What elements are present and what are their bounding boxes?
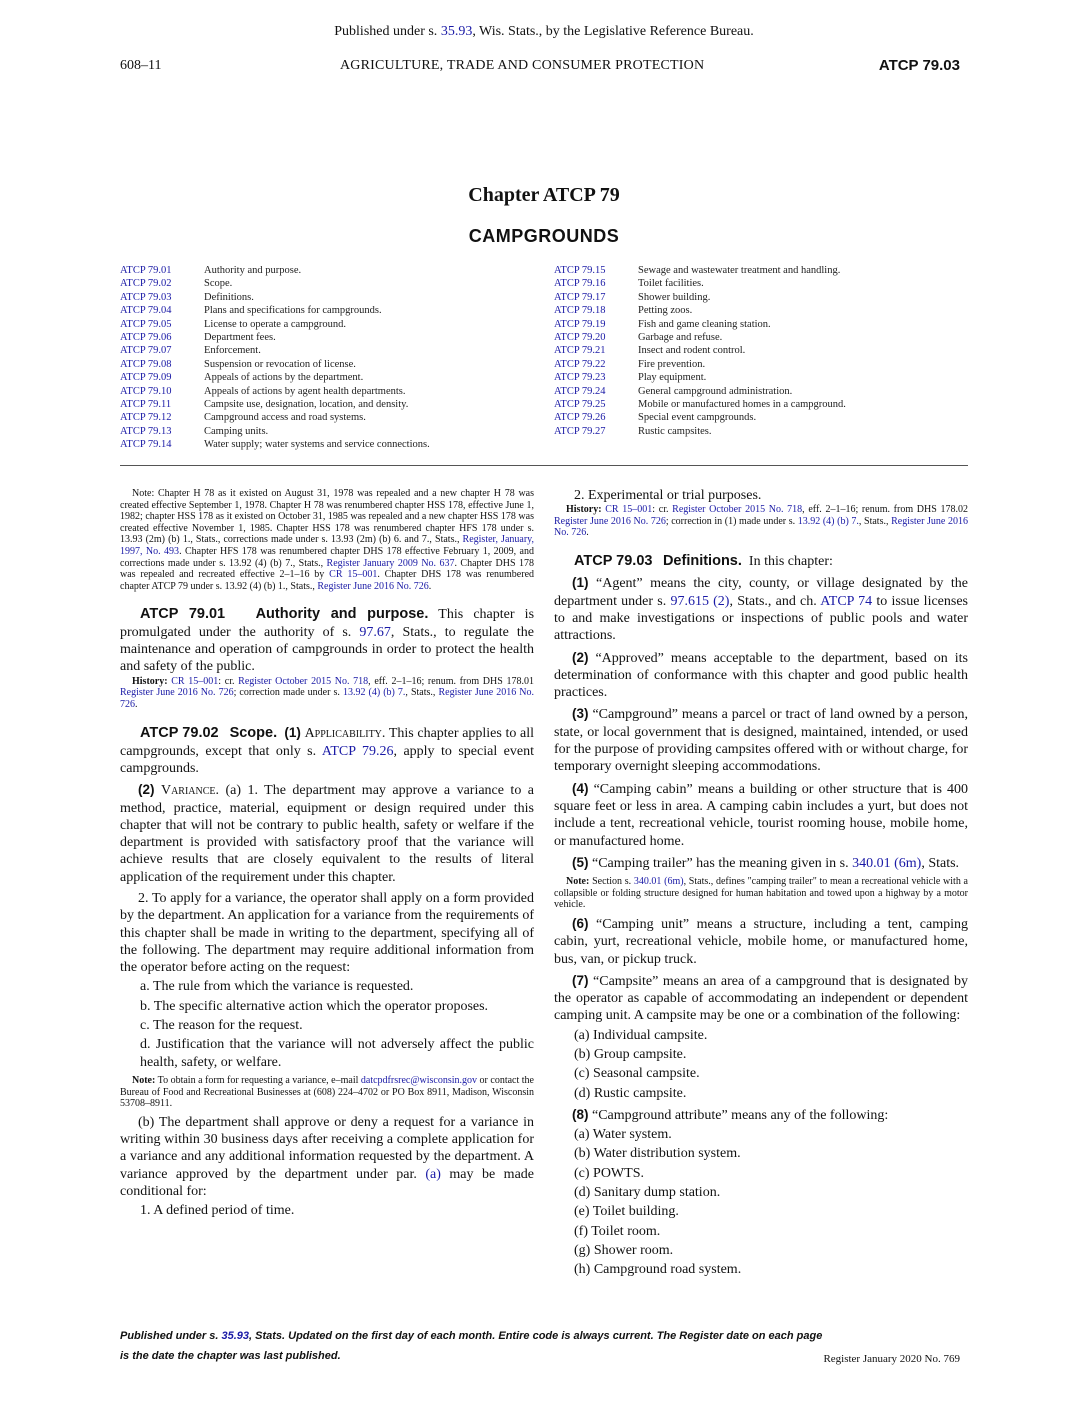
section-number: ATCP 79.03 — [574, 553, 653, 570]
definition-6 — [554, 915, 968, 968]
toc-item[interactable] — [120, 291, 430, 304]
definition-text: “Camping trailer” has the meaning given in s. — [592, 855, 853, 871]
toc-item[interactable] — [120, 371, 430, 384]
toc-item[interactable] — [554, 385, 846, 398]
left-column — [120, 488, 534, 1220]
toc-section-title: Play equipment. — [638, 372, 707, 384]
section-number: ATCP 79.01 — [140, 606, 226, 623]
subsection-number: (6) — [572, 915, 589, 931]
note-text: . Chapter DHS 178 was renumbered chapter ATCP 79 under s. 13.92 (4) (b) 1., Stats., — [120, 569, 535, 592]
history-text: ; correction in (1) made under s. — [665, 515, 798, 527]
toc-item[interactable] — [554, 411, 846, 424]
subsection-heading: Variance. — [160, 783, 220, 799]
definition-text: “Approved” means acceptable to the department, based on its determination of conformance with this chapter and good public health practices. — [554, 650, 969, 701]
toc-section-link[interactable]: ATCP 79.27 — [554, 425, 606, 437]
toc-item[interactable] — [120, 304, 430, 317]
toc-section-link[interactable]: ATCP 79.05 — [120, 318, 172, 330]
subsection-number: (2) — [138, 782, 155, 798]
statute-link[interactable]: 340.01 (6m) — [633, 876, 684, 888]
note-text: Section s. — [592, 876, 634, 888]
section-text: may be made conditional for: — [120, 1166, 534, 1199]
history-text: : cr. — [218, 675, 239, 687]
toc-section-link[interactable]: ATCP 79.04 — [120, 305, 172, 317]
list-item: (h) Campground road system. — [574, 1262, 742, 1278]
section-title: Scope. — [229, 725, 278, 742]
toc-section-title: Fire prevention. — [638, 358, 706, 370]
toc-section-link[interactable]: ATCP 79.06 — [120, 332, 172, 344]
variance-para-b — [120, 1114, 534, 1200]
chapter-title: Chapter ATCP 79 — [468, 184, 620, 206]
history-label: History: — [132, 675, 168, 687]
toc-section-link[interactable]: ATCP 79.26 — [554, 412, 606, 424]
definition-2 — [554, 649, 968, 702]
footer-line-2: is the date the chapter was last published. — [120, 1350, 341, 1362]
definition-text: to issue licenses to and make investigations or inspections of public pools and water attractions. — [554, 593, 969, 644]
toc-item[interactable] — [554, 331, 846, 344]
toc-section-link[interactable]: ATCP 79.18 — [554, 305, 606, 317]
toc-item[interactable] — [554, 344, 846, 357]
rule-link[interactable]: ATCP 79.26 — [321, 743, 394, 759]
chapter-link[interactable]: ATCP 74 — [820, 593, 873, 609]
toc-section-link[interactable]: ATCP 79.09 — [120, 372, 172, 384]
toc-section-title: Petting zoos. — [638, 305, 693, 317]
list-item: (d) Rustic campsite. — [574, 1085, 687, 1101]
toc-item[interactable] — [120, 344, 430, 357]
toc-section-title: Scope. — [204, 278, 233, 290]
toc-section-title: Plans and specifications for campgrounds. — [204, 305, 382, 317]
toc-section-title: Campsite use, designation, location, and density. — [204, 399, 409, 411]
footer-text: , Stats. Updated on the first day of each month. Entire code is always current. The Register date on each page — [249, 1330, 823, 1342]
cr-link[interactable]: CR 15–001 — [171, 675, 219, 687]
toc-right — [554, 264, 846, 438]
running-title: AGRICULTURE, TRADE AND CONSUMER PROTECTION — [340, 58, 705, 73]
note-label: Note: — [566, 876, 590, 888]
toc-section-link[interactable]: ATCP 79.17 — [554, 291, 606, 303]
toc-item[interactable] — [120, 385, 430, 398]
history-note — [554, 504, 968, 539]
variance-para-2: 2. To apply for a variance, the operator shall apply on a form provided by the department. An application for a variance from the requirements of this chapter shall be made in writing to the department, specifying all of the following. The department may require additional information from the operator before acting on the request: — [120, 890, 534, 976]
statute-link[interactable]: 13.92 (4) (b) 7. — [342, 687, 406, 699]
toc-section-link[interactable]: ATCP 79.03 — [120, 291, 172, 303]
toc-section-title: Campground access and road systems. — [204, 412, 366, 424]
history-text: , Stats., — [858, 515, 892, 527]
note-text: or contact the Bureau of Food and Recreational Businesses at (608) 224–4702 or PO Box 8911, Madison, Wisconsin 53708–8911. — [120, 1074, 534, 1110]
email-link[interactable]: datcpdfrsrec@wisconsin.gov — [360, 1074, 478, 1086]
toc-item[interactable] — [120, 277, 430, 290]
toc-section-title: Water supply; water systems and service connections. — [204, 439, 430, 451]
variance-note — [120, 1075, 534, 1110]
toc-item[interactable] — [554, 304, 846, 317]
toc-item[interactable] — [554, 398, 846, 411]
subsection-number: (1) — [284, 725, 301, 741]
note-text: . Chapter HFS 178 was renumbered chapter DHS 178 effective February 1, 2009, and corrections made under s. 13.92 (4) (b) 7., Stats., — [120, 545, 535, 569]
chapter-note — [120, 488, 534, 592]
register-date: Register January 2020 No. 769 — [823, 1353, 960, 1365]
list-item: (g) Shower room. — [574, 1242, 674, 1258]
variance-items — [120, 978, 534, 1070]
statute-link[interactable]: 35.93 — [440, 24, 473, 39]
section-79-01 — [120, 606, 534, 675]
publication-banner — [0, 24, 1088, 40]
toc-item[interactable] — [120, 264, 430, 277]
toc-section-link[interactable]: ATCP 79.20 — [554, 332, 606, 344]
list-item: (e) Toilet building. — [574, 1204, 679, 1220]
toc-section-title: Shower building. — [638, 291, 711, 303]
toc-section-title: Fish and game cleaning station. — [638, 318, 771, 330]
banner-text: Published under s. — [334, 24, 441, 39]
toc-section-title: Authority and purpose. — [204, 265, 302, 276]
toc-section-link[interactable]: ATCP 79.23 — [554, 372, 606, 384]
definition-text: “Campground attribute” means any of the following: — [592, 1107, 889, 1123]
toc-item[interactable] — [554, 358, 846, 371]
toc-section-link[interactable]: ATCP 79.25 — [554, 399, 606, 411]
banner-text-end: , Wis. Stats., by the Legislative Reference Bureau. — [472, 24, 754, 39]
footer-text: Published under s. — [120, 1330, 222, 1342]
subsection-number: (3) — [572, 706, 589, 722]
statute-link[interactable]: 97.67 — [359, 624, 391, 640]
toc-section-title: Appeals of actions by agent health departments. — [204, 385, 406, 397]
definition-text: “Agent” means the city, county, or village designated by the department under s. — [554, 576, 968, 609]
section-text: (a) 1. The department may approve a variance to a method, practice, material, equipment or design required under this chapter that will not be contrary to public health, safety or welfare if the department is provided with satisfactory proof that the variance will achieve results that are closely equivalent to the results of literal application of the requirement under this chapter. — [120, 783, 534, 885]
toc-item[interactable] — [120, 318, 430, 331]
section-title: Definitions. — [662, 553, 742, 570]
running-section: ATCP 79.03 — [878, 57, 960, 74]
toc-item[interactable] — [554, 318, 846, 331]
history-note — [120, 676, 534, 711]
cr-link[interactable]: CR 15–001 — [605, 504, 653, 516]
list-item: (d) Sanitary dump station. — [574, 1185, 721, 1201]
definition-5 — [554, 854, 968, 872]
history-text: . — [135, 698, 138, 710]
list-item: (f) Toilet room. — [574, 1223, 661, 1239]
par-link[interactable]: (a) — [425, 1166, 441, 1182]
register-link[interactable]: Register October 2015 No. 718 — [672, 504, 803, 516]
footer-line-1 — [120, 1330, 822, 1342]
note-text: To obtain a form for requesting a variance, e–mail — [157, 1074, 361, 1086]
toc-section-link[interactable]: ATCP 79.14 — [120, 439, 172, 451]
register-link[interactable]: Register, January, 1997, No. 493 — [120, 534, 534, 557]
register-link[interactable]: Register June 2016 No. 726 — [554, 515, 666, 527]
definition-text: , Stats., and ch. — [729, 593, 821, 609]
definition-text: , Stats. — [921, 855, 960, 871]
history-text: , eff. 2–1–16; renum. from DHS 178.02 — [802, 504, 968, 516]
list-item: a. The rule from which the variance is requested. — [140, 979, 414, 995]
toc-item[interactable] — [554, 277, 846, 290]
note-text: . — [428, 580, 432, 592]
register-link[interactable]: Register October 2015 No. 718 — [238, 675, 369, 687]
list-item: 1. A defined period of time. — [140, 1203, 295, 1219]
definition-text: “Camping unit” means a structure, including a tent, camping cabin, yurt, recreational vehicle, mobile home, or manufactured home, bus, van, or pickup truck. — [554, 916, 969, 967]
list-item: c. The reason for the request. — [140, 1018, 303, 1034]
register-link[interactable]: Register June 2016 No. 726 — [317, 580, 429, 592]
section-79-02 — [120, 724, 534, 777]
note-text: , Stats., defines "camping trailer" to mean a recreational vehicle with a collapsible or folding structure designed for human habitation and towed upon a highway by a motor vehicle. — [554, 876, 968, 911]
statute-link[interactable]: 340.01 (6m) — [852, 855, 922, 871]
note-text: . Chapter DHS 178 was repealed and recreated effective 2–1–16 by — [120, 557, 534, 581]
note-text: Chapter H 78 as it existed on August 31, 1978 was repealed and a new chapter H 78 was created effective September 1, 1978. Chapter H 78 was renumbered chapter HSS 178, effective June 1, 1982; chapter HSS 178 as it existed on October 31, 1985 was repealed and a new chapter HSS 178 was created effective November 1, 1985. Chapter HSS 178 was renumbered chapter HFS 178 under s. 13.93 (2m) (b) 1., Stats., corrections made under s. 13.93 (2m) (b) 6. and 7., Stats., — [120, 488, 535, 546]
toc-item[interactable] — [554, 264, 846, 277]
statute-link[interactable]: 13.92 (4) (b) 7. — [797, 515, 859, 527]
section-text: , apply to special event campgrounds. — [120, 743, 534, 776]
list-item: 2. Experimental or trial purposes. — [574, 488, 762, 503]
toc-item[interactable] — [120, 425, 430, 438]
toc-section-title: Toilet facilities. — [638, 278, 704, 290]
toc-section-link[interactable]: ATCP 79.11 — [120, 399, 172, 411]
toc-section-link[interactable]: ATCP 79.13 — [120, 425, 172, 437]
campsite-types — [554, 1027, 968, 1102]
cr-link[interactable]: CR 15–001 — [329, 569, 378, 581]
subsection-number: (2) — [572, 649, 589, 665]
campground-attributes — [554, 1126, 968, 1278]
definition-8 — [554, 1106, 968, 1124]
toc-left — [120, 264, 430, 452]
section-number: ATCP 79.02 — [140, 725, 219, 742]
subsection-number: (7) — [572, 972, 589, 988]
toc-section-link[interactable]: ATCP 79.15 — [554, 265, 606, 276]
history-text: : cr. — [652, 504, 673, 516]
toc-section-title: Rustic campsites. — [638, 425, 712, 437]
toc-section-title: Mobile or manufactured homes in a campground. — [638, 399, 846, 411]
note-label: Note: — [132, 488, 155, 499]
section-text: This chapter applies to all campgrounds, except that only s. — [120, 726, 535, 759]
history-text: . — [586, 527, 589, 539]
history-text: ; correction made under s. — [233, 687, 343, 699]
register-link[interactable]: Register June 2016 No. 726 — [120, 687, 534, 710]
register-link[interactable]: Register June 2016 No. 726 — [120, 687, 234, 699]
section-text: In this chapter: — [748, 554, 833, 570]
list-item: (c) Seasonal campsite. — [574, 1066, 700, 1082]
definition-note — [554, 876, 968, 911]
toc-section-link[interactable]: ATCP 79.10 — [120, 385, 172, 397]
toc-section-title: License to operate a campground. — [204, 318, 346, 330]
toc-section-title: Sewage and wastewater treatment and handling. — [638, 265, 841, 276]
toc-section-title: Garbage and refuse. — [638, 332, 723, 344]
divider — [120, 465, 968, 466]
statute-link[interactable]: 97.615 (2) — [670, 593, 730, 609]
section-title: Authority and purpose. — [255, 606, 429, 623]
toc-item[interactable] — [120, 331, 430, 344]
chapter-subtitle: CAMPGROUNDS — [468, 226, 620, 246]
right-column — [554, 487, 968, 1279]
history-label: History: — [566, 504, 602, 516]
toc-item[interactable] — [554, 425, 846, 438]
list-item: (b) Water distribution system. — [574, 1146, 741, 1162]
definition-1 — [554, 574, 968, 644]
toc-section-link[interactable]: ATCP 79.19 — [554, 318, 606, 330]
toc-section-title: Appeals of actions by the department. — [204, 372, 364, 384]
toc-item[interactable] — [120, 438, 430, 451]
variance-para — [120, 781, 534, 886]
toc-item[interactable] — [120, 358, 430, 371]
statute-link[interactable]: 35.93 — [221, 1330, 249, 1342]
toc-section-link[interactable]: ATCP 79.08 — [120, 358, 172, 370]
definition-text: “Campsite” means an area of a campground that is designated by the operator as capable of accommodating an independent or dependent camping unit. A campsite may be one or a combination of the following: — [554, 973, 968, 1024]
subsection-number: (1) — [572, 575, 589, 591]
list-item: b. The specific alternative action which the operator proposes. — [140, 998, 489, 1014]
toc-section-title: General campground administration. — [638, 385, 793, 397]
list-item: (a) Water system. — [574, 1127, 672, 1143]
register-link[interactable]: Register January 2009 No. 637 — [326, 557, 455, 569]
list-item: (b) Group campsite. — [574, 1046, 687, 1062]
toc-section-link[interactable]: ATCP 79.22 — [554, 358, 606, 370]
definition-4 — [554, 780, 968, 850]
section-text: This chapter is promulgated under the authority of s. — [120, 607, 535, 640]
toc-item[interactable] — [554, 371, 846, 384]
toc-section-link[interactable]: ATCP 79.07 — [120, 345, 172, 357]
toc-section-title: Special event campgrounds. — [638, 412, 757, 424]
definition-text: “Camping cabin” means a building or other structure that is 400 square feet or less in area. A camping cabin includes a yurt, but does not include a tent, recreational vehicle, tourist rooming house, mobile home, or manufactured home. — [554, 781, 968, 849]
history-text: , eff. 2–1–16; renum. from DHS 178.01 — [368, 675, 534, 687]
section-79-03 — [554, 553, 968, 570]
page-number: 608–11 — [120, 58, 162, 73]
toc-section-link[interactable]: ATCP 79.12 — [120, 412, 172, 424]
toc-section-link[interactable]: ATCP 79.01 — [120, 265, 172, 276]
list-item: d. Justification that the variance will not adversely affect the public health, safety, or welfare. — [140, 1037, 534, 1070]
list-item: (c) POWTS. — [574, 1165, 644, 1181]
list-item: (a) Individual campsite. — [574, 1027, 708, 1043]
definition-3 — [554, 705, 968, 775]
toc-item[interactable] — [120, 411, 430, 424]
toc-section-title: Definitions. — [204, 291, 254, 303]
note-label: Note: — [132, 1074, 156, 1086]
toc-section-link[interactable]: ATCP 79.24 — [554, 385, 606, 397]
subsection-number: (8) — [572, 1106, 589, 1122]
toc-section-link[interactable]: ATCP 79.16 — [554, 278, 606, 290]
definition-7 — [554, 972, 968, 1025]
toc-section-title: Insect and rodent control. — [638, 345, 746, 357]
history-text: , Stats., — [405, 687, 439, 699]
definition-text: “Campground” means a parcel or tract of land owned by a person, state, or local government that is designed, maintained, intended, or used for the purpose of providing campsites offered with or without charge, for temporary overnight sleeping accommodations. — [554, 707, 968, 775]
toc-section-link[interactable]: ATCP 79.02 — [120, 278, 172, 290]
toc-section-link[interactable]: ATCP 79.21 — [554, 345, 606, 357]
toc-section-title: Enforcement. — [204, 345, 261, 357]
section-text: , Stats., to regulate the maintenance and operation of campgrounds in order to protect the health and safety of the public. — [120, 624, 534, 675]
subsection-heading: Applicability. — [304, 726, 386, 742]
toc-section-title: Department fees. — [204, 332, 276, 344]
subsection-number: (5) — [572, 854, 589, 870]
section-text: (b) The department shall approve or deny a request for a variance in writing within 30 business days after receiving a complete application for a variance and any additional information requested by the department. A variance approved by the department under par. — [120, 1114, 534, 1182]
toc-item[interactable] — [554, 291, 846, 304]
subsection-number: (4) — [572, 780, 589, 796]
toc-item[interactable] — [120, 398, 430, 411]
toc-section-title: Suspension or revocation of license. — [204, 358, 356, 370]
register-link[interactable]: Register June 2016 No. 726 — [554, 515, 968, 539]
toc-section-title: Camping units. — [204, 425, 269, 437]
